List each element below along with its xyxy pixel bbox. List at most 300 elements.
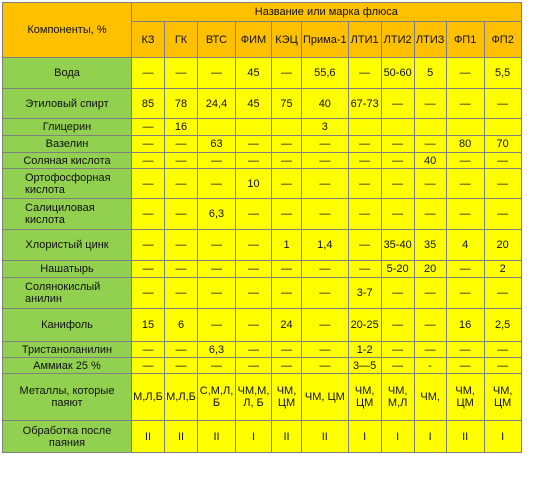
cell-value: — <box>142 287 154 299</box>
cell-value: ЧМ, ЦМ <box>354 385 375 409</box>
table-row <box>3 199 522 230</box>
value-cell <box>381 421 414 453</box>
component-name-cell <box>3 261 132 278</box>
flux-composition-table <box>2 2 522 453</box>
cell-value: — <box>359 177 371 190</box>
cell-value: — <box>392 154 404 167</box>
component-name-cell <box>3 230 132 261</box>
value-cell <box>132 153 165 169</box>
value-cell <box>414 309 446 342</box>
flux-name-label: ФП1 <box>453 33 477 46</box>
cell-value: — <box>175 239 187 251</box>
value-cell <box>414 358 446 374</box>
value-cell <box>165 169 198 199</box>
value-cell <box>484 421 521 453</box>
cell-value: — <box>211 239 222 251</box>
value-cell <box>272 89 302 119</box>
value-cell <box>348 342 381 358</box>
value-cell <box>198 169 236 199</box>
value-cell <box>165 421 198 453</box>
cell-value: 20 <box>424 263 437 275</box>
value-cell <box>484 169 521 199</box>
component-name-cell <box>3 119 132 136</box>
value-cell <box>302 89 349 119</box>
value-cell <box>132 261 165 278</box>
cell-value: 24,4 <box>205 97 228 110</box>
value-cell <box>446 358 484 374</box>
component-name: Вазелин <box>45 138 89 150</box>
cell-value: — <box>392 287 404 299</box>
value-cell <box>348 421 381 453</box>
cell-value: 78 <box>174 97 188 110</box>
value-cell <box>348 309 381 342</box>
components-header-label: Компоненты, % <box>27 24 107 36</box>
value-cell <box>132 342 165 358</box>
flux-name-header <box>165 22 198 58</box>
table-row <box>3 58 522 89</box>
component-name: Канифоль <box>41 319 93 331</box>
value-cell <box>348 89 381 119</box>
value-cell <box>198 421 236 453</box>
cell-value: 1 <box>283 239 290 251</box>
cell-value: — <box>142 343 154 356</box>
cell-value: — <box>248 154 259 167</box>
cell-value: ЧМ, ЦМ <box>304 391 345 403</box>
value-cell <box>348 169 381 199</box>
cell-value: — <box>497 177 509 190</box>
value-cell <box>414 278 446 309</box>
cell-value: 1,4 <box>317 239 333 251</box>
cell-value: 5,5 <box>494 67 511 79</box>
cell-value: — <box>497 359 509 372</box>
component-name-cell <box>3 89 132 119</box>
value-cell <box>348 199 381 230</box>
cell-value: — <box>319 263 331 275</box>
cell-value: — <box>319 154 331 167</box>
cell-value: 16 <box>174 121 188 133</box>
flux-name-label: ФП2 <box>491 33 514 46</box>
table-row <box>3 169 522 199</box>
value-cell <box>414 261 446 278</box>
value-cell <box>414 58 446 89</box>
value-cell <box>302 199 349 230</box>
value-cell <box>381 278 414 309</box>
value-cell <box>272 153 302 169</box>
value-cell <box>272 278 302 309</box>
value-cell <box>348 261 381 278</box>
value-cell <box>132 309 165 342</box>
cell-value: — <box>142 239 154 251</box>
value-cell <box>236 119 272 136</box>
cell-value: ЧМ, <box>420 391 440 403</box>
cell-value: — <box>497 343 509 356</box>
value-cell <box>236 261 272 278</box>
cell-value: II <box>177 430 185 443</box>
value-cell <box>381 230 414 261</box>
component-name: Аммиак 25 % <box>33 359 101 372</box>
value-cell <box>198 136 236 153</box>
value-cell <box>484 342 521 358</box>
value-cell <box>236 153 272 169</box>
cell-value: — <box>424 177 436 190</box>
table-row <box>3 374 522 421</box>
cell-value: — <box>281 138 292 150</box>
flux-name-label: ГК <box>174 33 188 46</box>
cell-value: — <box>319 138 331 150</box>
cell-value: С,М,Л, Б <box>199 385 234 409</box>
value-cell <box>236 58 272 89</box>
value-cell <box>414 342 446 358</box>
cell-value: 3—5 <box>353 359 377 372</box>
value-cell <box>236 89 272 119</box>
value-cell <box>381 199 414 230</box>
value-cell <box>236 358 272 374</box>
component-name: Металлы, которые паяют <box>19 385 115 409</box>
value-cell <box>446 153 484 169</box>
components-header <box>3 3 132 58</box>
value-cell <box>446 230 484 261</box>
value-cell <box>446 58 484 89</box>
cell-value: — <box>248 343 259 356</box>
value-cell <box>302 261 349 278</box>
value-cell <box>236 199 272 230</box>
value-cell <box>198 199 236 230</box>
cell-value: — <box>392 177 404 190</box>
cell-value: — <box>459 359 471 372</box>
cell-value: - <box>428 359 432 372</box>
value-cell <box>381 153 414 169</box>
value-cell <box>484 136 521 153</box>
cell-value: — <box>359 263 371 275</box>
cell-value: 67-73 <box>350 97 379 110</box>
component-name-cell <box>3 199 132 230</box>
cell-value: — <box>459 154 471 167</box>
value-cell <box>198 261 236 278</box>
value-cell <box>484 278 521 309</box>
value-cell <box>132 169 165 199</box>
value-cell <box>236 169 272 199</box>
cell-value: 4 <box>462 239 469 251</box>
cell-value: — <box>175 359 187 372</box>
cell-value: — <box>359 208 371 220</box>
value-cell <box>414 230 446 261</box>
value-cell <box>348 58 381 89</box>
cell-value: — <box>392 138 404 150</box>
value-cell <box>484 358 521 374</box>
table-row <box>3 358 522 374</box>
flux-name-label: ЛТИ2 <box>383 33 412 46</box>
cell-value: 45 <box>247 67 260 79</box>
cell-value: — <box>392 343 404 356</box>
table-row <box>3 261 522 278</box>
cell-value: — <box>459 97 471 110</box>
value-cell <box>446 89 484 119</box>
flux-name-label: ВТС <box>205 33 228 46</box>
value-cell <box>272 58 302 89</box>
cell-value: 20-25 <box>350 319 379 331</box>
value-cell <box>414 374 446 421</box>
cell-value: — <box>424 343 436 356</box>
cell-value: — <box>175 343 187 356</box>
cell-value: — <box>175 138 187 150</box>
cell-value: — <box>497 287 509 299</box>
value-cell <box>132 230 165 261</box>
cell-value: — <box>281 343 292 356</box>
cell-value: — <box>424 319 436 331</box>
cell-value: ЧМ, М,Л <box>387 385 408 409</box>
value-cell <box>302 136 349 153</box>
value-cell <box>446 421 484 453</box>
value-cell <box>165 374 198 421</box>
cell-value: — <box>175 67 187 79</box>
cell-value: — <box>359 154 371 167</box>
flux-name-header <box>414 22 446 58</box>
cell-value: — <box>142 67 154 79</box>
cell-value: 2,5 <box>494 319 511 331</box>
cell-value: — <box>459 263 471 275</box>
cell-value: ЧМ,М, Л, Б <box>237 385 270 409</box>
value-cell <box>446 119 484 136</box>
value-cell <box>198 89 236 119</box>
cell-value: — <box>319 208 331 220</box>
value-cell <box>198 230 236 261</box>
cell-value: I <box>363 430 367 443</box>
component-name: Обработка после паяния <box>22 424 112 449</box>
flux-name-label: ФИМ <box>240 33 267 46</box>
value-cell <box>165 119 198 136</box>
flux-group-header <box>132 3 522 22</box>
cell-value: 70 <box>496 138 509 150</box>
component-name: Нашатырь <box>40 263 94 275</box>
component-name-cell <box>3 342 132 358</box>
cell-value: — <box>142 208 154 220</box>
cell-value: 75 <box>280 97 293 110</box>
cell-value: — <box>211 154 222 167</box>
component-name-cell <box>3 58 132 89</box>
cell-value: — <box>175 208 187 220</box>
table-row <box>3 136 522 153</box>
cell-value: — <box>281 208 292 220</box>
value-cell <box>132 358 165 374</box>
cell-value: II <box>144 430 152 443</box>
cell-value: — <box>142 177 154 190</box>
value-cell <box>414 169 446 199</box>
cell-value: II <box>462 430 469 443</box>
value-cell <box>165 278 198 309</box>
cell-value: 40 <box>424 154 437 167</box>
component-name: Ортофосфорная кислота <box>25 171 111 196</box>
component-name: Соляная кислота <box>23 154 111 167</box>
value-cell <box>302 169 349 199</box>
flux-name-header <box>446 22 484 58</box>
cell-value: — <box>497 97 509 110</box>
cell-value: — <box>281 359 292 372</box>
cell-value: 24 <box>280 319 293 331</box>
component-name: Вода <box>54 67 80 79</box>
value-cell <box>484 89 521 119</box>
cell-value: М,Л,Б <box>133 391 163 403</box>
cell-value: — <box>319 319 331 331</box>
cell-value: ЧМ, ЦМ <box>276 385 297 409</box>
value-cell <box>272 199 302 230</box>
value-cell <box>165 342 198 358</box>
value-cell <box>414 119 446 136</box>
value-cell <box>414 89 446 119</box>
cell-value: 16 <box>459 319 472 331</box>
cell-value: 10 <box>247 177 260 190</box>
cell-value: 1-2 <box>356 343 373 356</box>
value-cell <box>348 153 381 169</box>
cell-value: 45 <box>247 97 260 110</box>
cell-value: — <box>459 343 471 356</box>
value-cell <box>236 136 272 153</box>
value-cell <box>272 261 302 278</box>
component-name: Салициловая кислота <box>25 202 95 226</box>
value-cell <box>302 230 349 261</box>
cell-value: II <box>213 430 220 443</box>
value-cell <box>484 58 521 89</box>
value-cell <box>236 421 272 453</box>
value-cell <box>165 136 198 153</box>
value-cell <box>381 261 414 278</box>
value-cell <box>381 374 414 421</box>
flux-name-header <box>198 22 236 58</box>
cell-value: I <box>251 430 256 443</box>
value-cell <box>132 421 165 453</box>
value-cell <box>484 153 521 169</box>
table-row <box>3 153 522 169</box>
value-cell <box>272 358 302 374</box>
cell-value: 3 <box>321 121 328 133</box>
cell-value: — <box>459 287 471 299</box>
cell-value: — <box>392 208 404 220</box>
value-cell <box>381 89 414 119</box>
value-cell <box>132 119 165 136</box>
cell-value: — <box>248 319 259 331</box>
value-cell <box>446 261 484 278</box>
value-cell <box>198 119 236 136</box>
value-cell <box>348 230 381 261</box>
cell-value: 6 <box>177 319 185 331</box>
flux-name-label: ЛТИЗ <box>415 33 445 46</box>
value-cell <box>198 374 236 421</box>
cell-value: — <box>497 154 509 167</box>
cell-value: — <box>459 67 471 79</box>
value-cell <box>484 230 521 261</box>
cell-value: I <box>428 430 432 443</box>
value-cell <box>165 199 198 230</box>
value-cell <box>446 342 484 358</box>
cell-value: 6,3 <box>208 343 225 356</box>
cell-value: 35 <box>424 239 437 251</box>
value-cell <box>272 309 302 342</box>
cell-value: — <box>248 263 259 275</box>
flux-name-header <box>236 22 272 58</box>
component-name: Этиловый спирт <box>25 97 109 110</box>
cell-value: — <box>142 138 154 150</box>
table-row <box>3 309 522 342</box>
value-cell <box>132 136 165 153</box>
cell-value: — <box>142 359 154 372</box>
value-cell <box>236 309 272 342</box>
flux-name-header <box>272 22 302 58</box>
cell-value: 6,3 <box>208 208 225 220</box>
value-cell <box>236 374 272 421</box>
value-cell <box>302 309 349 342</box>
cell-value: — <box>281 287 292 299</box>
cell-value: 55,6 <box>314 67 336 79</box>
cell-value: 5 <box>427 67 434 79</box>
flux-name-header <box>132 22 165 58</box>
value-cell <box>381 169 414 199</box>
cell-value: — <box>281 177 292 190</box>
cell-value: — <box>424 208 436 220</box>
cell-value: 80 <box>459 138 472 150</box>
cell-value: 15 <box>141 319 155 331</box>
cell-value: — <box>359 138 371 150</box>
value-cell <box>165 230 198 261</box>
value-cell <box>272 421 302 453</box>
cell-value: ЧМ, ЦМ <box>492 385 513 409</box>
flux-name-header <box>381 22 414 58</box>
component-name: Глицерин <box>42 121 92 133</box>
cell-value: — <box>459 177 471 190</box>
cell-value: — <box>319 359 331 372</box>
flux-name-header <box>348 22 381 58</box>
value-cell <box>381 309 414 342</box>
value-cell <box>348 119 381 136</box>
cell-value: — <box>248 138 259 150</box>
value-cell <box>236 278 272 309</box>
cell-value: 85 <box>141 97 155 110</box>
flux-group-header-label: Название или марка флюса <box>254 6 398 18</box>
cell-value: — <box>142 121 154 133</box>
cell-value: 40 <box>318 97 331 110</box>
component-name-cell <box>3 421 132 453</box>
cell-value: — <box>392 319 404 331</box>
value-cell <box>381 58 414 89</box>
cell-value: — <box>175 287 187 299</box>
cell-value: — <box>424 97 436 110</box>
value-cell <box>198 358 236 374</box>
component-name-cell <box>3 358 132 374</box>
value-cell <box>165 358 198 374</box>
cell-value: — <box>319 343 331 356</box>
cell-value: — <box>142 263 154 275</box>
cell-value: — <box>281 154 292 167</box>
cell-value: 35-40 <box>383 239 412 251</box>
value-cell <box>414 136 446 153</box>
table-row <box>3 119 522 136</box>
cell-value: 20 <box>496 239 509 251</box>
value-cell <box>484 119 521 136</box>
cell-value: — <box>359 239 371 251</box>
component-name: Солянокислый анилин <box>25 281 101 305</box>
component-name-cell <box>3 169 132 199</box>
value-cell <box>302 278 349 309</box>
value-cell <box>381 119 414 136</box>
value-cell <box>381 358 414 374</box>
value-cell <box>302 421 349 453</box>
cell-value: — <box>175 263 187 275</box>
component-name: Хлористый цинк <box>25 239 109 251</box>
cell-value: I <box>501 430 505 443</box>
value-cell <box>132 374 165 421</box>
cell-value: — <box>319 177 331 190</box>
cell-value: — <box>424 138 436 150</box>
cell-value: 50-60 <box>383 67 412 79</box>
value-cell <box>302 342 349 358</box>
